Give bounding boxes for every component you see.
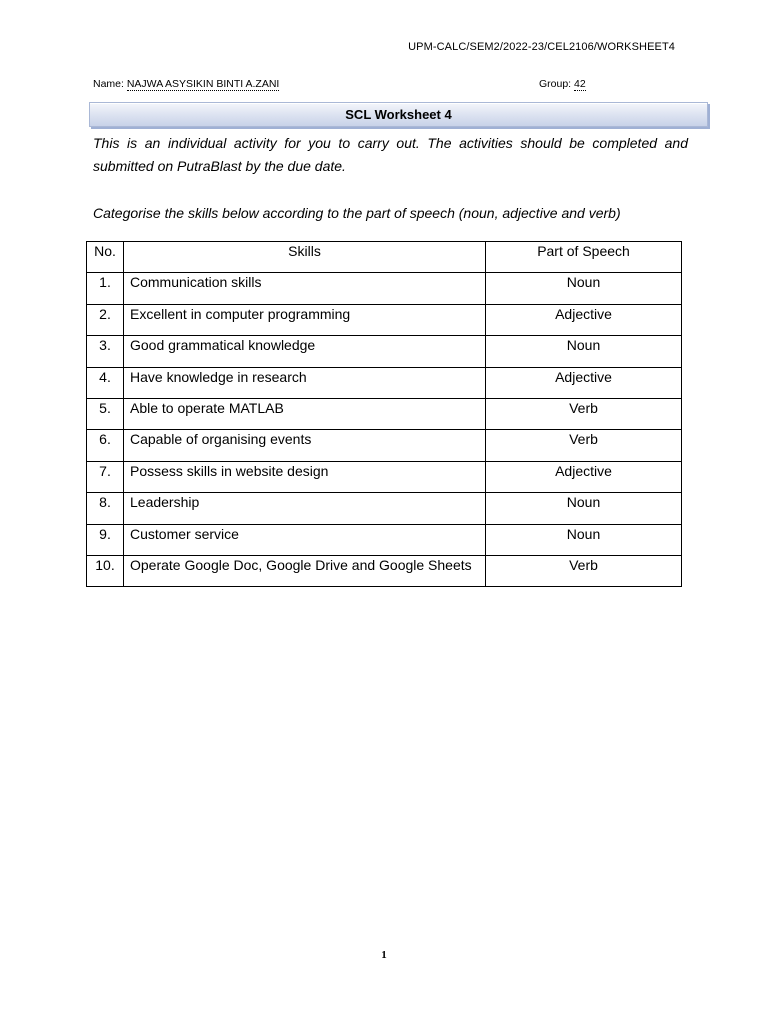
row-number: 6. [87,430,124,461]
part-of-speech-cell: Adjective [486,304,682,335]
skill-cell: Have knowledge in research [124,367,486,398]
group-value: 42 [574,78,586,90]
group-label: Group: [539,78,575,90]
part-of-speech-cell: Noun [486,524,682,555]
name-group-row [93,78,678,90]
table-header-row [87,242,682,273]
row-number: 10. [87,555,124,586]
table-row [87,430,682,461]
part-of-speech-cell: Verb [486,555,682,586]
skill-cell: Communication skills [124,273,486,304]
worksheet-title: SCL Worksheet 4 [89,102,708,127]
skill-cell: Possess skills in website design [124,461,486,492]
page-number: 1 [381,949,387,961]
header-no: No. [87,242,124,273]
part-of-speech-cell: Noun [486,336,682,367]
intro-paragraph: This is an individual activity for you to carry out. The activities should be completed and submitted on PutraBlast by the due date. [93,135,688,174]
table-row [87,461,682,492]
skill-cell: Leadership [124,493,486,524]
skill-cell: Capable of organising events [124,430,486,461]
skills-table [86,241,682,587]
skill-cell: Excellent in computer programming [124,304,486,335]
table-row [87,304,682,335]
skill-cell: Operate Google Doc, Google Drive and Google Sheets [124,555,486,586]
instruction-text: Categorise the skills below according to the part of speech (noun, adjective and verb) [93,205,621,221]
table-row [87,336,682,367]
name-label: Name: [93,78,127,90]
row-number: 5. [87,398,124,429]
student-name: NAJWA ASYSIKIN BINTI A.ZANI [126,78,280,90]
table-row [87,555,682,586]
skill-cell: Customer service [124,524,486,555]
header-part-of-speech: Part of Speech [486,242,682,273]
table-row [87,273,682,304]
document-code: UPM-CALC/SEM2/2022-23/CEL2106/WORKSHEET4 [408,41,675,53]
row-number: 9. [87,524,124,555]
header-skills: Skills [124,242,486,273]
row-number: 3. [87,336,124,367]
row-number: 1. [87,273,124,304]
part-of-speech-cell: Noun [486,273,682,304]
part-of-speech-cell: Verb [486,398,682,429]
table-row [87,367,682,398]
part-of-speech-cell: Noun [486,493,682,524]
skill-cell: Able to operate MATLAB [124,398,486,429]
part-of-speech-cell: Adjective [486,367,682,398]
part-of-speech-cell: Adjective [486,461,682,492]
table-row [87,398,682,429]
table-row [87,493,682,524]
row-number: 8. [87,493,124,524]
row-number: 7. [87,461,124,492]
group-field [539,78,586,90]
row-number: 4. [87,367,124,398]
row-number: 2. [87,304,124,335]
skill-cell: Good grammatical knowledge [124,336,486,367]
table-row [87,524,682,555]
part-of-speech-cell: Verb [486,430,682,461]
